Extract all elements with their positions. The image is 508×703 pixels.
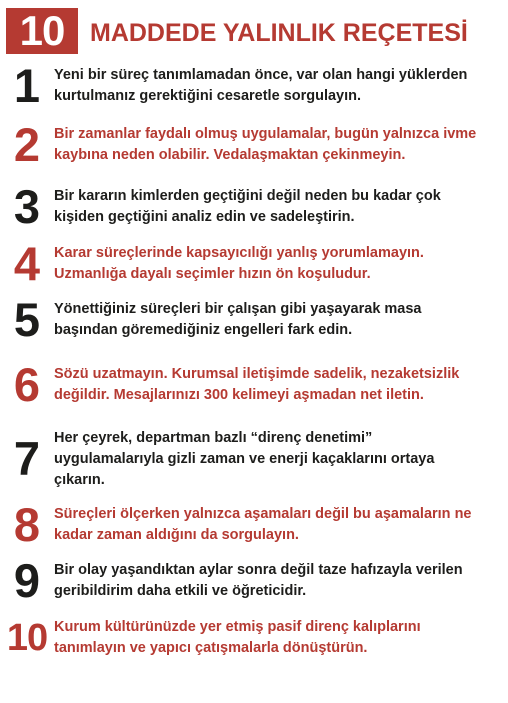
list-item [0,179,508,235]
item-text: Sözü uzatmayın. Kurumsal iletişimde sadelik, nezaketsizlik değildir. Mesajlarınızı 300 kelimeyi aşmadan net iletin. [54,365,460,403]
item-text: Bir kararın kimlerden geçtiğini değil neden bu kadar çok kişiden geçtiğini analiz edin ve sadeleştirin. [54,188,441,225]
list-item [0,609,508,667]
item-text: Yönettiğiniz süreçleri bir çalışan gibi yaşayarak masa başından göremediğiniz engelleri fark edin. [54,300,422,338]
item-text: Karar süreçlerinde kapsayıcılığı yanlış yorumlamayın. Uzmanlığa dayalı seçimler hızın ön koşuludur. [54,244,424,282]
item-number: 7 [13,432,41,485]
list-item [0,422,508,496]
item-number: 6 [13,357,41,411]
item-number: 8 [13,497,41,551]
list-item [0,235,508,292]
list-item [0,60,508,111]
item-number: 4 [13,236,41,290]
item-text: Her çeyrek, departman bazlı “direnç denetimi” uygulamalarıyla gizli zaman ve enerji kaçaklarını ortaya çıkarın. [54,429,435,488]
page-title: MADDEDE YALINLIK REÇETESİ [90,19,468,47]
list-item [0,292,508,347]
item-number: 5 [13,292,41,346]
item-text: Süreçleri ölçerken yalnızca aşamaları değil bu aşamaların ne kadar zaman aldığını da sorgulayın. [54,505,472,543]
recipe-list [0,60,508,667]
item-text: Bir zamanlar faydalı olmuş uygulamalar, bugün yalnızca ivme kaybına neden olabilir. Vedalaşmaktan çekinmeyin. [54,126,477,163]
item-number: 1 [13,58,41,112]
list-item [0,496,508,553]
header-number-badge: 10 [6,8,78,54]
item-text: Bir olay yaşandıktan aylar sonra değil taze hafızayla verilen geribildirim daha etkili ve öğreticidir. [54,562,463,599]
item-number: 3 [13,180,41,233]
item-text: Yeni bir süreç tanımlamadan önce, var olan hangi yüklerden kurtulmanız gerektiğini cesaretle sorgulayın. [54,66,468,104]
item-number: 2 [13,118,41,171]
item-number: 10 [6,617,48,659]
header [0,8,508,54]
list-item [0,111,508,179]
list-item [0,347,508,422]
list-item [0,553,508,609]
item-number: 9 [13,554,41,607]
item-text: Kurum kültürünüzde yer etmiş pasif direnç kalıplarını tanımlayın ve yapıcı çatışmalarla dönüştürün. [54,619,421,656]
